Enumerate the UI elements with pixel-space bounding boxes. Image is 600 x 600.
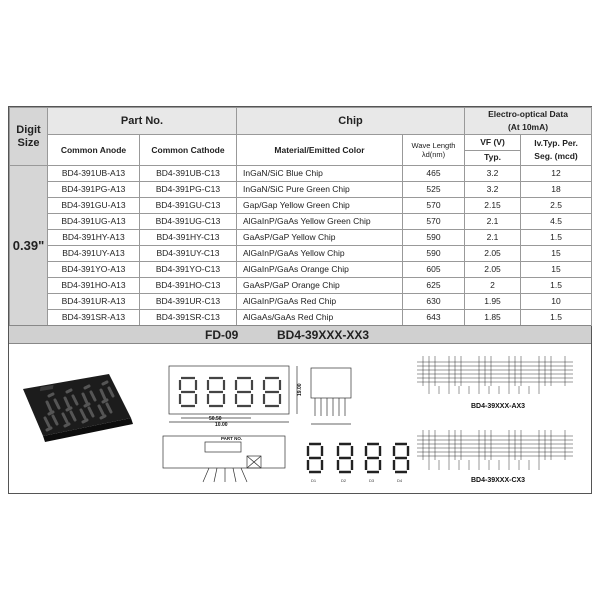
vf-cell: 1.85 <box>465 310 521 326</box>
anode-circuit-diagram <box>417 356 573 394</box>
wave-length-cell: 525 <box>403 182 465 198</box>
electro-optical-header: Electro-optical Data (At 10mA) <box>465 108 592 135</box>
dimension-drawings <box>9 344 591 493</box>
vf-cell: 2.1 <box>465 230 521 246</box>
spec-table <box>9 107 592 326</box>
common-anode-cell: BD4-391YO-A13 <box>48 262 140 278</box>
common-anode-cell: BD4-391UR-A13 <box>48 294 140 310</box>
material-color-header: Material/Emitted Color <box>237 135 403 166</box>
common-anode-cell: BD4-391GU-A13 <box>48 198 140 214</box>
vf-cell: 3.2 <box>465 182 521 198</box>
bottom-view-drawing <box>163 436 285 482</box>
part-no-header: Part No. <box>48 108 237 135</box>
common-anode-cell: BD4-391UG-A13 <box>48 214 140 230</box>
iv-cell: 1.5 <box>521 278 592 294</box>
iv-cell: 10 <box>521 294 592 310</box>
chip-material-cell: Gap/Gap Yellow Green Chip <box>237 198 403 214</box>
chip-material-cell: InGaN/SiC Blue Chip <box>237 166 403 182</box>
digit-label-3: D3 <box>369 478 375 483</box>
dim-height-label: 19.00 <box>297 383 303 396</box>
common-anode-cell: BD4-391UB-A13 <box>48 166 140 182</box>
series-band <box>9 325 591 344</box>
table-row <box>10 262 592 278</box>
chip-material-cell: GaAsP/GaP Yellow Chip <box>237 230 403 246</box>
anode-diagram-label: BD4-39XXX-AX3 <box>471 403 526 410</box>
table-row <box>10 230 592 246</box>
common-cathode-cell: BD4-391HY-C13 <box>140 230 237 246</box>
common-cathode-cell: BD4-391PG-C13 <box>140 182 237 198</box>
iv-cell: 12 <box>521 166 592 182</box>
chip-material-cell: AlGaInP/GaAs Red Chip <box>237 294 403 310</box>
part-no-label: PART NO. <box>221 436 243 441</box>
table-row <box>10 310 592 326</box>
iv-cell: 15 <box>521 246 592 262</box>
digit-label-2: D2 <box>341 478 347 483</box>
wave-length-cell: 570 <box>403 214 465 230</box>
wave-length-cell: 625 <box>403 278 465 294</box>
series-name: BD4-39XXX-XX3 <box>277 328 370 342</box>
vf-header: VF (V) Typ. <box>465 135 521 166</box>
vf-cell: 3.2 <box>465 166 521 182</box>
table-row <box>10 294 592 310</box>
common-anode-header: Common Anode <box>48 135 140 166</box>
cathode-circuit-diagram <box>417 430 573 470</box>
vf-cell: 1.95 <box>465 294 521 310</box>
pin-view-drawing <box>308 444 408 472</box>
common-cathode-cell: BD4-391YO-C13 <box>140 262 237 278</box>
chip-material-cell: InGaN/SiC Pure Green Chip <box>237 182 403 198</box>
chip-material-cell: AlGaInP/GaAs Yellow Green Chip <box>237 214 403 230</box>
spec-rows <box>10 166 592 326</box>
iv-cell: 1.5 <box>521 230 592 246</box>
iv-cell: 1.5 <box>521 310 592 326</box>
iv-cell: 4.5 <box>521 214 592 230</box>
cathode-diagram-label: BD4-39XXX-CX3 <box>471 477 526 484</box>
series-code: FD-09 <box>205 328 239 342</box>
vf-cell: 2.15 <box>465 198 521 214</box>
wave-length-cell: 630 <box>403 294 465 310</box>
common-anode-cell: BD4-391HO-A13 <box>48 278 140 294</box>
datasheet-panel <box>8 106 592 494</box>
dim-pitch-label: 10.00 <box>215 422 228 428</box>
chip-material-cell: AlGaInP/GaAs Orange Chip <box>237 262 403 278</box>
iv-cell: 15 <box>521 262 592 278</box>
table-row <box>10 214 592 230</box>
common-anode-cell: BD4-391UY-A13 <box>48 246 140 262</box>
dim-width-label: 50.50 <box>209 416 222 422</box>
front-view-drawing <box>169 366 351 424</box>
wave-length-cell: 590 <box>403 230 465 246</box>
digit-size-header: Digit Size <box>10 108 48 166</box>
digit-size-value: 0.39" <box>10 166 48 326</box>
common-cathode-cell: BD4-391UG-C13 <box>140 214 237 230</box>
common-cathode-cell: BD4-391UY-C13 <box>140 246 237 262</box>
common-anode-cell: BD4-391PG-A13 <box>48 182 140 198</box>
table-row <box>10 182 592 198</box>
wave-length-cell: 643 <box>403 310 465 326</box>
table-row <box>10 278 592 294</box>
common-cathode-header: Common Cathode <box>140 135 237 166</box>
chip-material-cell: AlGaAs/GaAs Red Chip <box>237 310 403 326</box>
common-cathode-cell: BD4-391GU-C13 <box>140 198 237 214</box>
iv-cell: 2.5 <box>521 198 592 214</box>
wave-length-cell: 590 <box>403 246 465 262</box>
product-photo <box>23 374 133 442</box>
wave-length-header: Wave Length λd(nm) <box>403 135 465 166</box>
common-cathode-cell: BD4-391UR-C13 <box>140 294 237 310</box>
table-row <box>10 198 592 214</box>
vf-cell: 2 <box>465 278 521 294</box>
common-anode-cell: BD4-391SR-A13 <box>48 310 140 326</box>
chip-material-cell: AlGaInP/GaAs Yellow Chip <box>237 246 403 262</box>
digit-label-1: D1 <box>311 478 317 483</box>
wave-length-cell: 570 <box>403 198 465 214</box>
vf-cell: 2.1 <box>465 214 521 230</box>
vf-cell: 2.05 <box>465 246 521 262</box>
digit-label-4: D4 <box>397 478 403 483</box>
common-cathode-cell: BD4-391UB-C13 <box>140 166 237 182</box>
common-anode-cell: BD4-391HY-A13 <box>48 230 140 246</box>
iv-cell: 18 <box>521 182 592 198</box>
table-row <box>10 246 592 262</box>
vf-cell: 2.05 <box>465 262 521 278</box>
chip-material-cell: GaAsP/GaP Orange Chip <box>237 278 403 294</box>
common-cathode-cell: BD4-391HO-C13 <box>140 278 237 294</box>
wave-length-cell: 465 <box>403 166 465 182</box>
common-cathode-cell: BD4-391SR-C13 <box>140 310 237 326</box>
table-row <box>10 166 592 182</box>
iv-header: Iv.Typ. Per. Seg. (mcd) <box>521 135 592 166</box>
wave-length-cell: 605 <box>403 262 465 278</box>
chip-header: Chip <box>237 108 465 135</box>
